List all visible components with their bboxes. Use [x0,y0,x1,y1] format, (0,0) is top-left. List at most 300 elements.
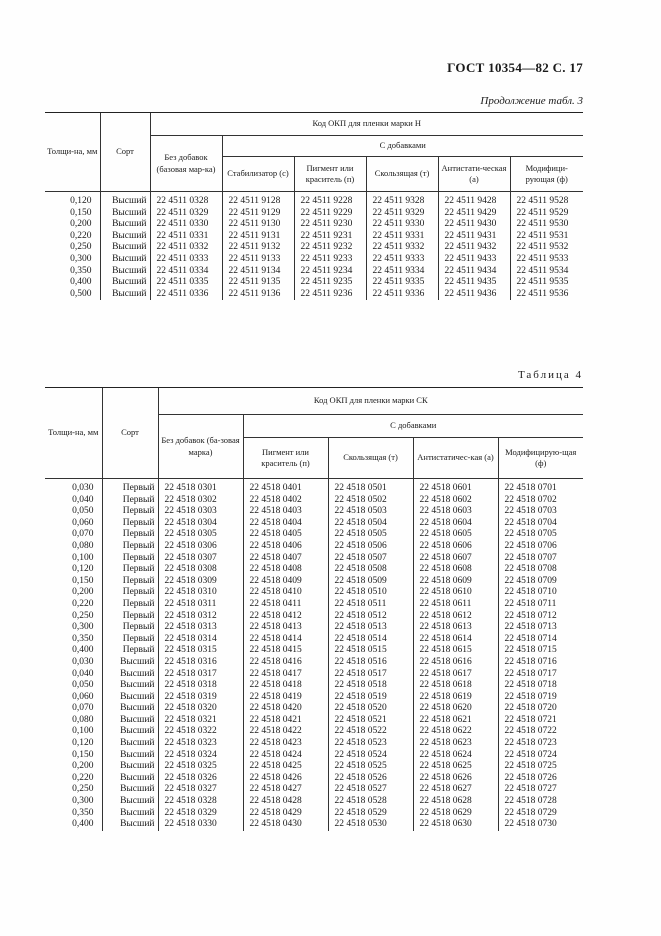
cell-code-modifying: 22 4518 0714 [498,634,583,646]
cell-code-slip: 22 4518 0508 [328,564,413,576]
table-row [45,553,583,565]
cell-code-slip: 22 4518 0516 [328,657,413,669]
cell-code-antistatic: 22 4511 9436 [438,289,510,301]
cell-thickness: 0,150 [72,749,94,760]
header-stabilizer: Стабилизатор (с) [222,157,294,192]
cell-code-stabilizer: 22 4511 9134 [222,266,294,278]
cell-code-base: 22 4511 0332 [150,242,222,254]
cell-thickness: 0,120 [70,196,92,206]
header-slip: Скользящая (т) [328,438,413,479]
cell-code-pigment: 22 4511 9230 [294,219,366,231]
cell-code-antistatic: 22 4518 0614 [413,634,498,646]
cell-code-base: 22 4518 0312 [158,611,243,623]
cell-code-base: 22 4518 0327 [158,784,243,796]
cell-code-modifying: 22 4518 0725 [498,761,583,773]
cell-code-pigment: 22 4518 0422 [243,726,328,738]
cell-code-modifying: 22 4518 0706 [498,541,583,553]
cell-grade: Первый [102,495,158,507]
cell-code-slip: 22 4511 9328 [366,192,438,208]
cell-code-pigment: 22 4518 0421 [243,715,328,727]
cell-code-antistatic: 22 4511 9434 [438,266,510,278]
cell-code-base: 22 4518 0308 [158,564,243,576]
cell-code-slip: 22 4511 9336 [366,289,438,301]
cell-code-pigment: 22 4511 9228 [294,192,366,208]
cell-grade: Первый [102,622,158,634]
cell-code-pigment: 22 4511 9234 [294,266,366,278]
cell-code-pigment: 22 4518 0405 [243,529,328,541]
cell-code-antistatic: 22 4511 9429 [438,208,510,220]
cell-code-antistatic: 22 4518 0626 [413,773,498,785]
cell-grade: Первый [102,634,158,646]
cell-thickness: 0,120 [72,564,94,575]
cell-code-base: 22 4511 0333 [150,254,222,266]
cell-code-modifying: 22 4518 0726 [498,773,583,785]
cell-code-antistatic: 22 4511 9428 [438,192,510,208]
table-row [45,529,583,541]
cell-grade: Первый [102,564,158,576]
cell-grade: Высший [102,669,158,681]
cell-code-antistatic: 22 4518 0622 [413,726,498,738]
cell-code-pigment: 22 4518 0420 [243,703,328,715]
cell-code-antistatic: 22 4518 0601 [413,479,498,495]
header-antistatic: Антистатичес-кая (а) [413,438,498,479]
cell-grade: Высший [102,761,158,773]
cell-grade: Высший [102,819,158,831]
table-row [45,808,583,820]
cell-code-modifying: 22 4518 0710 [498,587,583,599]
header-with-additives: С добавками [222,136,583,157]
cell-code-base: 22 4518 0306 [158,541,243,553]
table-row [45,208,583,220]
cell-thickness: 0,060 [72,517,94,528]
table-row [45,541,583,553]
cell-code-antistatic: 22 4511 9430 [438,219,510,231]
cell-grade: Высший [100,231,150,243]
cell-code-stabilizer: 22 4511 9128 [222,192,294,208]
cell-code-modifying: 22 4511 9534 [510,266,583,278]
cell-thickness: 0,070 [72,529,94,540]
table-row [45,750,583,762]
page-header-title: ГОСТ 10354—82 С. 17 [447,60,583,75]
cell-code-antistatic: 22 4518 0628 [413,796,498,808]
cell-code-slip: 22 4518 0526 [328,773,413,785]
table-row [45,634,583,646]
cell-code-antistatic: 22 4518 0606 [413,541,498,553]
cell-code-antistatic: 22 4518 0604 [413,518,498,530]
header-with-additives: С добавками [243,415,583,438]
cell-code-antistatic: 22 4518 0609 [413,576,498,588]
cell-code-antistatic: 22 4518 0630 [413,819,498,831]
table-row [45,669,583,681]
header-pigment: Пигмент или краситель (п) [243,438,328,479]
table-row [45,576,583,588]
cell-code-pigment: 22 4518 0428 [243,796,328,808]
cell-code-base: 22 4518 0321 [158,715,243,727]
cell-code-modifying: 22 4518 0724 [498,750,583,762]
header-antistatic: Антистати-ческая (а) [438,157,510,192]
table-row [45,726,583,738]
cell-code-antistatic: 22 4518 0610 [413,587,498,599]
table-row [45,518,583,530]
cell-code-slip: 22 4518 0503 [328,506,413,518]
cell-code-pigment: 22 4518 0424 [243,750,328,762]
table-row [45,587,583,599]
table-row [45,611,583,623]
table-row [45,680,583,692]
cell-code-modifying: 22 4511 9532 [510,242,583,254]
cell-code-pigment: 22 4518 0401 [243,479,328,495]
cell-thickness: 0,220 [70,230,92,241]
table-row [45,277,583,289]
cell-code-modifying: 22 4518 0707 [498,553,583,565]
cell-code-base: 22 4518 0301 [158,479,243,495]
cell-thickness: 0,030 [72,483,94,493]
cell-thickness: 0,080 [72,714,94,725]
cell-grade: Высший [100,192,150,208]
table-row [45,231,583,243]
table-continuation-note: Продолжение табл. 3 [480,95,583,107]
cell-grade: Первый [102,518,158,530]
table-row [45,266,583,278]
cell-code-slip: 22 4511 9334 [366,266,438,278]
cell-grade: Первый [102,587,158,599]
cell-code-base: 22 4518 0316 [158,657,243,669]
cell-grade: Высший [100,242,150,254]
cell-thickness: 0,050 [72,506,94,517]
cell-code-pigment: 22 4511 9232 [294,242,366,254]
cell-code-slip: 22 4511 9330 [366,219,438,231]
cell-code-antistatic: 22 4518 0619 [413,692,498,704]
cell-code-pigment: 22 4518 0411 [243,599,328,611]
cell-code-slip: 22 4518 0519 [328,692,413,704]
cell-code-pigment: 22 4518 0414 [243,634,328,646]
cell-code-base: 22 4518 0315 [158,645,243,657]
cell-code-base: 22 4511 0330 [150,219,222,231]
cell-code-slip: 22 4511 9335 [366,277,438,289]
cell-code-antistatic: 22 4518 0605 [413,529,498,541]
cell-code-modifying: 22 4511 9536 [510,289,583,301]
cell-code-modifying: 22 4518 0717 [498,669,583,681]
cell-code-base: 22 4518 0310 [158,587,243,599]
cell-code-slip: 22 4518 0506 [328,541,413,553]
cell-code-base: 22 4518 0322 [158,726,243,738]
cell-code-slip: 22 4518 0510 [328,587,413,599]
cell-code-modifying: 22 4511 9533 [510,254,583,266]
cell-code-modifying: 22 4518 0723 [498,738,583,750]
cell-code-modifying: 22 4511 9535 [510,277,583,289]
cell-code-stabilizer: 22 4511 9136 [222,289,294,301]
cell-code-antistatic: 22 4518 0618 [413,680,498,692]
cell-code-pigment: 22 4518 0410 [243,587,328,599]
cell-code-pigment: 22 4518 0403 [243,506,328,518]
cell-code-antistatic: 22 4518 0612 [413,611,498,623]
cell-code-stabilizer: 22 4511 9129 [222,208,294,220]
cell-code-slip: 22 4518 0509 [328,576,413,588]
cell-code-modifying: 22 4518 0704 [498,518,583,530]
cell-code-modifying: 22 4518 0703 [498,506,583,518]
cell-code-pigment: 22 4518 0419 [243,692,328,704]
cell-code-antistatic: 22 4518 0624 [413,750,498,762]
cell-code-modifying: 22 4518 0705 [498,529,583,541]
table-row [45,479,583,495]
cell-grade: Высший [102,692,158,704]
cell-thickness: 0,300 [72,796,94,807]
cell-code-antistatic: 22 4518 0611 [413,599,498,611]
cell-thickness: 0,400 [72,645,94,656]
table-row [45,254,583,266]
table-row [45,599,583,611]
cell-grade: Высший [100,277,150,289]
cell-code-slip: 22 4518 0515 [328,645,413,657]
cell-code-pigment: 22 4518 0416 [243,657,328,669]
cell-code-base: 22 4518 0311 [158,599,243,611]
cell-code-slip: 22 4518 0528 [328,796,413,808]
cell-code-pigment: 22 4518 0427 [243,784,328,796]
cell-code-antistatic: 22 4518 0603 [413,506,498,518]
cell-code-pigment: 22 4518 0418 [243,680,328,692]
cell-thickness: 0,300 [72,622,94,633]
cell-code-base: 22 4518 0319 [158,692,243,704]
table-row [45,819,583,831]
cell-code-pigment: 22 4511 9236 [294,289,366,301]
cell-code-slip: 22 4518 0507 [328,553,413,565]
cell-code-base: 22 4518 0318 [158,680,243,692]
cell-grade: Высший [100,254,150,266]
cell-code-base: 22 4518 0304 [158,518,243,530]
cell-code-antistatic: 22 4518 0616 [413,657,498,669]
cell-code-slip: 22 4518 0513 [328,622,413,634]
cell-thickness: 0,200 [70,219,92,230]
cell-code-pigment: 22 4511 9235 [294,277,366,289]
cell-grade: Первый [102,611,158,623]
cell-thickness: 0,220 [72,598,94,609]
cell-grade: Первый [102,479,158,495]
cell-code-antistatic: 22 4518 0602 [413,495,498,507]
cell-thickness: 0,200 [72,761,94,772]
cell-code-antistatic: 22 4518 0617 [413,669,498,681]
cell-thickness: 0,050 [72,680,94,691]
cell-code-pigment: 22 4518 0408 [243,564,328,576]
cell-code-slip: 22 4518 0504 [328,518,413,530]
cell-code-antistatic: 22 4518 0627 [413,784,498,796]
cell-code-slip: 22 4518 0514 [328,634,413,646]
table-row [45,784,583,796]
cell-code-slip: 22 4518 0520 [328,703,413,715]
cell-code-slip: 22 4511 9329 [366,208,438,220]
cell-code-antistatic: 22 4518 0615 [413,645,498,657]
cell-code-base: 22 4518 0303 [158,506,243,518]
cell-code-pigment: 22 4511 9231 [294,231,366,243]
cell-code-modifying: 22 4518 0728 [498,796,583,808]
cell-code-modifying: 22 4518 0729 [498,808,583,820]
cell-code-stabilizer: 22 4511 9133 [222,254,294,266]
cell-thickness: 0,100 [72,726,94,737]
cell-code-slip: 22 4518 0502 [328,495,413,507]
cell-code-modifying: 22 4518 0719 [498,692,583,704]
cell-code-base: 22 4511 0328 [150,192,222,208]
cell-code-base: 22 4518 0323 [158,738,243,750]
cell-code-base: 22 4511 0336 [150,289,222,301]
table-row [45,564,583,576]
cell-grade: Первый [102,541,158,553]
cell-thickness: 0,250 [72,610,94,621]
cell-grade: Высший [102,726,158,738]
cell-code-pigment: 22 4518 0417 [243,669,328,681]
cell-code-slip: 22 4518 0521 [328,715,413,727]
cell-thickness: 0,100 [72,552,94,563]
cell-code-base: 22 4518 0324 [158,750,243,762]
cell-grade: Высший [102,808,158,820]
cell-grade: Высший [102,750,158,762]
cell-code-pigment: 22 4518 0407 [243,553,328,565]
cell-grade: Высший [100,219,150,231]
cell-code-pigment: 22 4518 0425 [243,761,328,773]
cell-code-antistatic: 22 4518 0621 [413,715,498,727]
cell-thickness: 0,070 [72,703,94,714]
cell-code-slip: 22 4518 0501 [328,479,413,495]
cell-code-pigment: 22 4518 0409 [243,576,328,588]
cell-code-modifying: 22 4518 0722 [498,726,583,738]
cell-code-antistatic: 22 4511 9435 [438,277,510,289]
cell-code-base: 22 4518 0314 [158,634,243,646]
table-row [45,738,583,750]
cell-code-base: 22 4518 0313 [158,622,243,634]
header-slip: Скользящая (т) [366,157,438,192]
cell-thickness: 0,500 [70,288,92,299]
cell-thickness: 0,350 [72,807,94,818]
cell-thickness: 0,300 [70,253,92,264]
cell-code-base: 22 4511 0329 [150,208,222,220]
table-row [45,773,583,785]
cell-thickness: 0,200 [72,587,94,598]
cell-code-modifying: 22 4511 9529 [510,208,583,220]
cell-code-base: 22 4518 0330 [158,819,243,831]
cell-code-pigment: 22 4518 0412 [243,611,328,623]
cell-code-base: 22 4518 0326 [158,773,243,785]
cell-code-pigment: 22 4511 9229 [294,208,366,220]
cell-code-pigment: 22 4518 0430 [243,819,328,831]
cell-code-base: 22 4518 0328 [158,796,243,808]
cell-code-slip: 22 4518 0511 [328,599,413,611]
cell-code-modifying: 22 4511 9528 [510,192,583,208]
cell-code-antistatic: 22 4511 9433 [438,254,510,266]
cell-thickness: 0,350 [70,265,92,276]
cell-grade: Первый [102,576,158,588]
cell-code-pigment: 22 4518 0423 [243,738,328,750]
cell-code-slip: 22 4518 0517 [328,669,413,681]
cell-thickness: 0,080 [72,540,94,551]
cell-code-pigment: 22 4518 0426 [243,773,328,785]
cell-code-pigment: 22 4518 0402 [243,495,328,507]
cell-grade: Высший [102,715,158,727]
cell-thickness: 0,250 [72,784,94,795]
cell-code-antistatic: 22 4518 0607 [413,553,498,565]
cell-code-pigment: 22 4511 9233 [294,254,366,266]
cell-thickness: 0,150 [70,207,92,218]
header-thickness: Толщи-на, мм [45,388,102,479]
cell-grade: Первый [102,506,158,518]
cell-code-stabilizer: 22 4511 9131 [222,231,294,243]
cell-code-modifying: 22 4518 0730 [498,819,583,831]
cell-code-pigment: 22 4518 0404 [243,518,328,530]
table-row [45,657,583,669]
cell-grade: Высший [102,796,158,808]
cell-code-modifying: 22 4518 0715 [498,645,583,657]
table-4 [45,387,583,831]
cell-code-pigment: 22 4518 0406 [243,541,328,553]
cell-thickness: 0,150 [72,575,94,586]
header-no-additives: Без добавок (базовая мар-ка) [150,136,222,192]
cell-code-slip: 22 4518 0525 [328,761,413,773]
cell-code-slip: 22 4511 9333 [366,254,438,266]
cell-thickness: 0,400 [72,819,94,830]
cell-code-slip: 22 4518 0505 [328,529,413,541]
table-row [45,192,583,208]
table-row [45,703,583,715]
header-grade: Сорт [100,113,150,192]
cell-code-slip: 22 4518 0530 [328,819,413,831]
cell-code-base: 22 4511 0335 [150,277,222,289]
cell-code-antistatic: 22 4518 0613 [413,622,498,634]
cell-code-pigment: 22 4518 0429 [243,808,328,820]
cell-code-stabilizer: 22 4511 9135 [222,277,294,289]
table-row [45,645,583,657]
cell-grade: Первый [102,553,158,565]
cell-grade: Высший [100,208,150,220]
header-modifying: Модифици-рующая (ф) [510,157,583,192]
cell-code-slip: 22 4511 9332 [366,242,438,254]
cell-code-base: 22 4518 0307 [158,553,243,565]
cell-code-stabilizer: 22 4511 9132 [222,242,294,254]
table-3-body [45,192,583,301]
cell-grade: Высший [102,703,158,715]
cell-thickness: 0,060 [72,691,94,702]
cell-code-antistatic: 22 4518 0623 [413,738,498,750]
cell-grade: Высший [102,657,158,669]
cell-code-pigment: 22 4518 0415 [243,645,328,657]
cell-code-slip: 22 4518 0512 [328,611,413,623]
cell-code-modifying: 22 4518 0712 [498,611,583,623]
cell-thickness: 0,040 [72,494,94,505]
cell-code-base: 22 4518 0309 [158,576,243,588]
cell-code-pigment: 22 4518 0413 [243,622,328,634]
cell-code-base: 22 4518 0317 [158,669,243,681]
cell-grade: Первый [102,645,158,657]
cell-thickness: 0,250 [70,242,92,253]
header-no-additives: Без добавок (ба-зовая марка) [158,415,243,479]
cell-code-antistatic: 22 4518 0620 [413,703,498,715]
cell-code-modifying: 22 4518 0713 [498,622,583,634]
cell-thickness: 0,030 [72,656,94,667]
cell-grade: Высший [100,289,150,301]
cell-code-modifying: 22 4518 0716 [498,657,583,669]
cell-code-slip: 22 4518 0523 [328,738,413,750]
cell-grade: Высший [102,773,158,785]
header-thickness: Толщи-на, мм [45,113,100,192]
cell-code-modifying: 22 4518 0718 [498,680,583,692]
cell-code-slip: 22 4518 0527 [328,784,413,796]
table-3-continued [45,112,583,300]
header-modifying: Модифицирую-щая (ф) [498,438,583,479]
header-grade: Сорт [102,388,158,479]
cell-code-base: 22 4518 0305 [158,529,243,541]
cell-thickness: 0,040 [72,668,94,679]
cell-grade: Первый [102,529,158,541]
cell-grade: Высший [102,680,158,692]
table-row [45,796,583,808]
table-row [45,506,583,518]
cell-code-modifying: 22 4518 0727 [498,784,583,796]
